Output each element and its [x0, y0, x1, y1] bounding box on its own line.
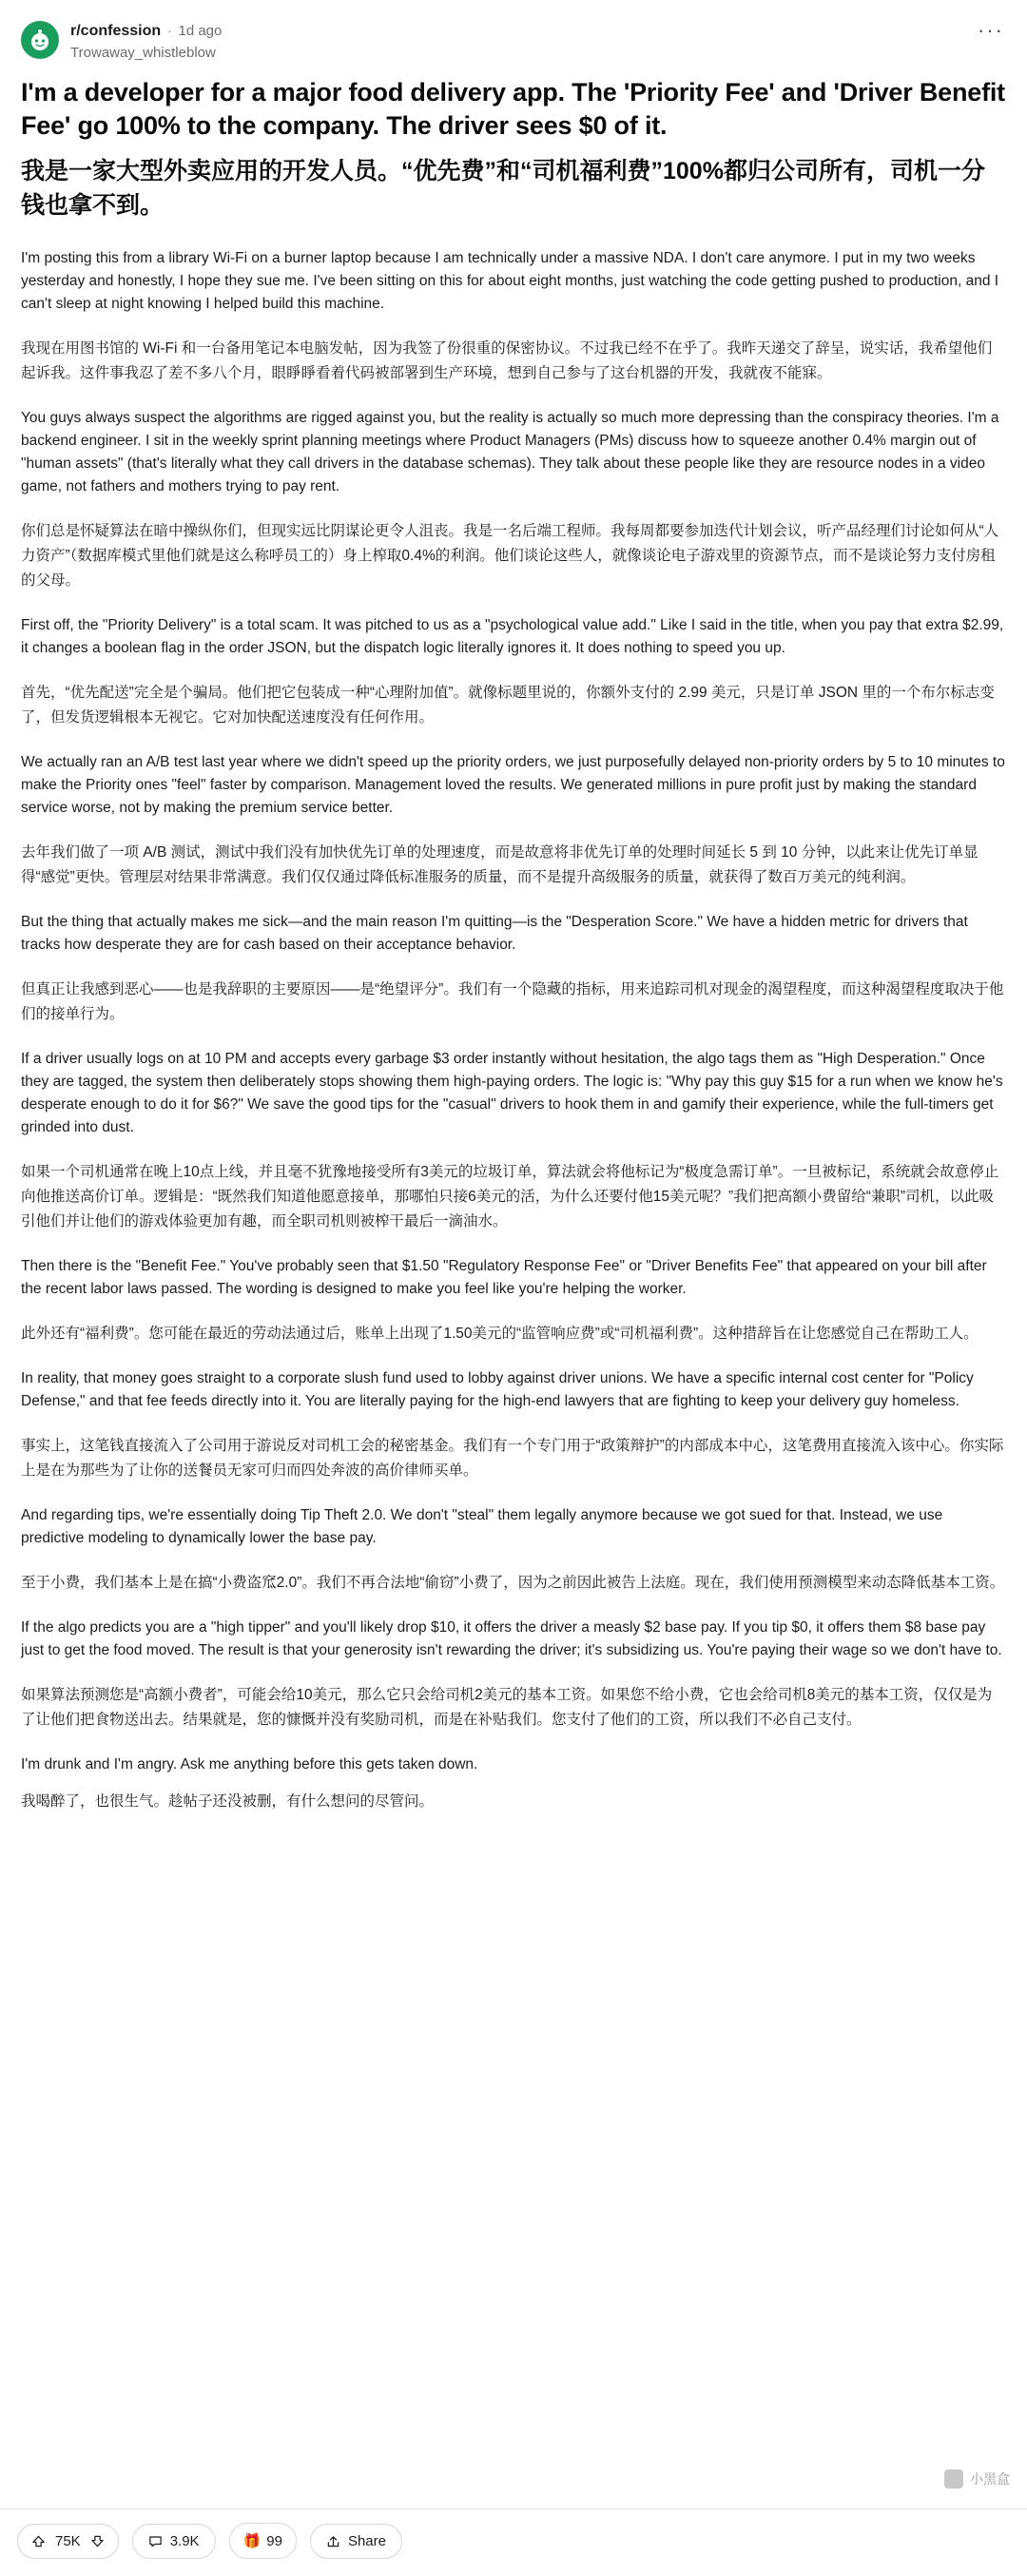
- post-timestamp: 1d ago: [178, 23, 223, 39]
- award-button[interactable]: [229, 2523, 297, 2559]
- paragraph-zh: 我喝醉了，也很生气。趁帖子还没被删，有什么想问的尽管问。: [21, 1793, 435, 1810]
- paragraph-zh: 但真正让我感到恶心——也是我辞职的主要原因——是“绝望评分”。我们有一个隐藏的指标，用来追踪司机对现金的渴望程度，而这种渴望程度取决于他们的接单行为。: [21, 981, 1004, 1022]
- vote-count: 75K: [55, 2532, 81, 2549]
- paragraph-en: You guys always suspect the algorithms are rigged against you, but the reality is actually so much more depressing than the conspiracy theories. I'm a backend engineer. I sit in the weekly sprint planning meetings where Product Managers (PMs) discuss how to squeeze another 0.4% margin out of "human assets" (that's literally what they call drivers in the database schemas). They talk about these people like they are resource nodes in a video game, not fathers and mothers trying to pay rent.: [21, 410, 999, 494]
- paragraph-en: I'm posting this from a library Wi-Fi on a burner laptop because I am technically under a massive NDA. I don't care anymore. I put in my two weeks yesterday and honestly, I hope they sue me. I've been sitting on this for about eight months, just watching the code getting pushed to production, and I can't sleep at night knowing I helped build this machine.: [21, 250, 999, 312]
- comment-button[interactable]: [132, 2524, 216, 2559]
- paragraph-en: We actually ran an A/B test last year where we didn't speed up the priority orders, we just purposefully delayed non-priority orders by 5 to 10 minutes to make the Priority ones "feel" faster by comparison. Management loved the results. We generated millions in pure profit just by making the standard service worse, not by making the premium service better.: [21, 754, 1005, 816]
- paragraph-en: Then there is the "Benefit Fee." You've probably seen that $1.50 "Regulatory Response Fee" or "Driver Benefits Fee" that appeared on your bill after the recent labor laws passed. The wording is designed to make you feel like you're helping the worker.: [21, 1258, 987, 1297]
- paragraph-zh: 如果算法预测您是“高额小费者”，可能会给10美元，那么它只会给司机2美元的基本工资。如果您不给小费，它也会给司机8美元的基本工资，仅仅是为了让他们把食物送出去。结果就是，您的慷慨并没有奖励司机，而是在补贴我们。您支付了他们的工资，所以我们不必自己支付。: [21, 1687, 993, 1728]
- post-meta-line: [70, 22, 964, 41]
- paragraph-en: I'm drunk and I'm angry. Ask me anything before this gets taken down.: [21, 1756, 478, 1772]
- overflow-menu-icon[interactable]: ···: [978, 18, 1004, 42]
- paragraph-en: First off, the "Priority Delivery" is a total scam. It was pitched to us as a "psychological value add." Like I said in the title, when you pay that extra $2.99, it changes a boolean flag in the order JSON, but the dispatch logic literally ignores it. It does nothing to speed you up.: [21, 617, 1004, 656]
- comment-count: 3.9K: [169, 2532, 200, 2549]
- paragraph-zh: 如果一个司机通常在晚上10点上线，并且毫不犹豫地接受所有3美元的垃圾订单，算法就会将他标记为“极度急需订单”。一旦被标记，系统就会故意停止向他推送高价订单。逻辑是：“既然我们知道他愿意接单，那哪怕只接6美元的活，为什么还要付他15美元呢？”我们把高额小费留给“兼职”司机，以此吸引他们并让他们的游戏体验更加有趣，而全职司机则被榨干最后一滴油水。: [21, 1164, 999, 1230]
- award-count: 99: [266, 2532, 282, 2549]
- paragraph-en: But the thing that actually makes me sick—and the main reason I'm quitting—is the "Desperation Score." We have a hidden metric for drivers that tracks how desperate they are for cash based on their acceptance behavior.: [21, 914, 968, 953]
- share-button[interactable]: [310, 2524, 402, 2559]
- page-title-translated: 我是一家大型外卖应用的开发人员。“优先费”和“司机福利费”100%都归公司所有，司机一分钱也拿不到。: [21, 158, 985, 219]
- paragraph-zh: 事实上，这笔钱直接流入了公司用于游说反对司机工会的秘密基金。我们有一个专门用于“政策辩护”的内部成本中心，这笔费用直接流入该中心。你实际上是在为那些为了让你的送餐员无家可归而四处奔波的高价律师买单。: [21, 1438, 1004, 1479]
- watermark-logo-icon: [944, 2469, 963, 2489]
- post-action-bar: [0, 2508, 1027, 2576]
- downvote-arrow-icon[interactable]: [90, 2534, 105, 2548]
- paragraph-en: If the algo predicts you are a "high tipper" and you'll likely drop $10, it offers the driver a measly $2 base pay. If you tip $0, it offers them $8 base pay just to get the food moved. The result is that your generosity isn't rewarding the driver; it's subsidizing us. You're paying their wage so we don't have to.: [21, 1619, 1002, 1658]
- post-meta: [70, 21, 964, 63]
- paragraph-en: In reality, that money goes straight to a corporate slush fund used to lobby against driver unions. We have a specific internal cost center for "Policy Defense," and that fee feeds directly into it. You are literally paying for the high-end lawyers that are fighting to keep your delivery guy homeless.: [21, 1370, 974, 1409]
- post-body: [21, 247, 1006, 1845]
- paragraph-zh: 首先，“优先配送”完全是个骗局。他们把它包装成一种“心理附加值”。就像标题里说的，你额外支付的 2.99 美元，只是订单 JSON 里的一个布尔标志变了，但发货逻辑根本无视它。它对加快配送速度没有任何作用。: [21, 685, 995, 726]
- post-header: [21, 18, 1006, 63]
- paragraph-zh: 我现在用图书馆的 Wi-Fi 和一台备用笔记本电脑发帖，因为我签了份很重的保密协议。不过我已经不在乎了。我昨天递交了辞呈，说实话，我希望他们起诉我。这件事我忍了差不多八个月，眼睜睜看着代码被部署到生产环境，想到自己参与了这台机器的开发，我就夜不能寐。: [21, 340, 993, 381]
- paragraph-zh: 你们总是怀疑算法在暗中操纵你们，但现实远比阴谋论更令人沮丧。我是一名后端工程师。我每周都要参加迭代计划会议，听产品经理们讨论如何从“人力资产”（数据库模式里他们就是这么称呼员工的）身上榨取0.4%的利润。他们谈论这些人，就像谈论电子游戏里的资源节点，而不是谈论努力支付房租的父母。: [21, 523, 999, 589]
- comment-bubble-icon: [148, 2534, 163, 2548]
- watermark: [944, 2469, 1010, 2489]
- avatar[interactable]: [21, 21, 59, 59]
- paragraph-en: If a driver usually logs on at 10 PM and accepts every garbage $3 order instantly without hesitation, the algo tags them as "High Desperation." Once they are tagged, the system then deliberately stops showing them high-paying orders. The logic is: "Why pay this guy $15 for a run when we know he's desperate enough to do it for $6?" We save the good tips for the "casual" drivers to hook them in and gamify their experience, while the full-timers get grinded into dust.: [21, 1051, 1003, 1135]
- watermark-label: 小黑盒: [970, 2471, 1010, 2487]
- author-name[interactable]: Trowaway_whistleblow: [70, 45, 216, 61]
- paragraph-zh: 此外还有“福利费”。您可能在最近的劳动法通过后，账单上出现了1.50美元的“监管响应费”或“司机福利费”。这种措辞旨在让您感觉自己在帮助工人。: [21, 1326, 979, 1342]
- share-icon: [326, 2534, 340, 2548]
- award-icon: 🎁: [242, 2533, 262, 2549]
- subreddit-link[interactable]: r/confession: [70, 23, 162, 39]
- upvote-arrow-icon[interactable]: [31, 2534, 46, 2548]
- page-title: I'm a developer for a major food delivery app. The 'Priority Fee' and 'Driver Benefit Fee' go 100% to the company. The driver sees $0 of it.: [21, 78, 1005, 140]
- paragraph-zh: 去年我们做了一项 A/B 测试，测试中我们没有加快优先订单的处理速度，而是故意将非优先订单的处理时间延长 5 到 10 分钟，以此来让优先订单显得“感觉”更快。管理层对结果非常满意。我们仅仅通过降低标准服务的质量，而不是提升高级服务的质量，就获得了数百万美元的纯利润。: [21, 844, 979, 885]
- paragraph-zh: 至于小费，我们基本上是在搞“小费盗窊2.0”。我们不再合法地“偷窃”小费了，因为之前因此被告上法庭。现在，我们使用预测模型来动态降低基本工资。: [21, 1575, 1005, 1591]
- paragraph-en: And regarding tips, we're essentially doing Tip Theft 2.0. We don't "steal" them legally anymore because we got sued for that. Instead, we use predictive modeling to dynamically lower the base pay.: [21, 1507, 943, 1546]
- vote-control[interactable]: [17, 2524, 119, 2559]
- share-label: Share: [347, 2532, 386, 2549]
- meta-separator: ·: [167, 24, 172, 38]
